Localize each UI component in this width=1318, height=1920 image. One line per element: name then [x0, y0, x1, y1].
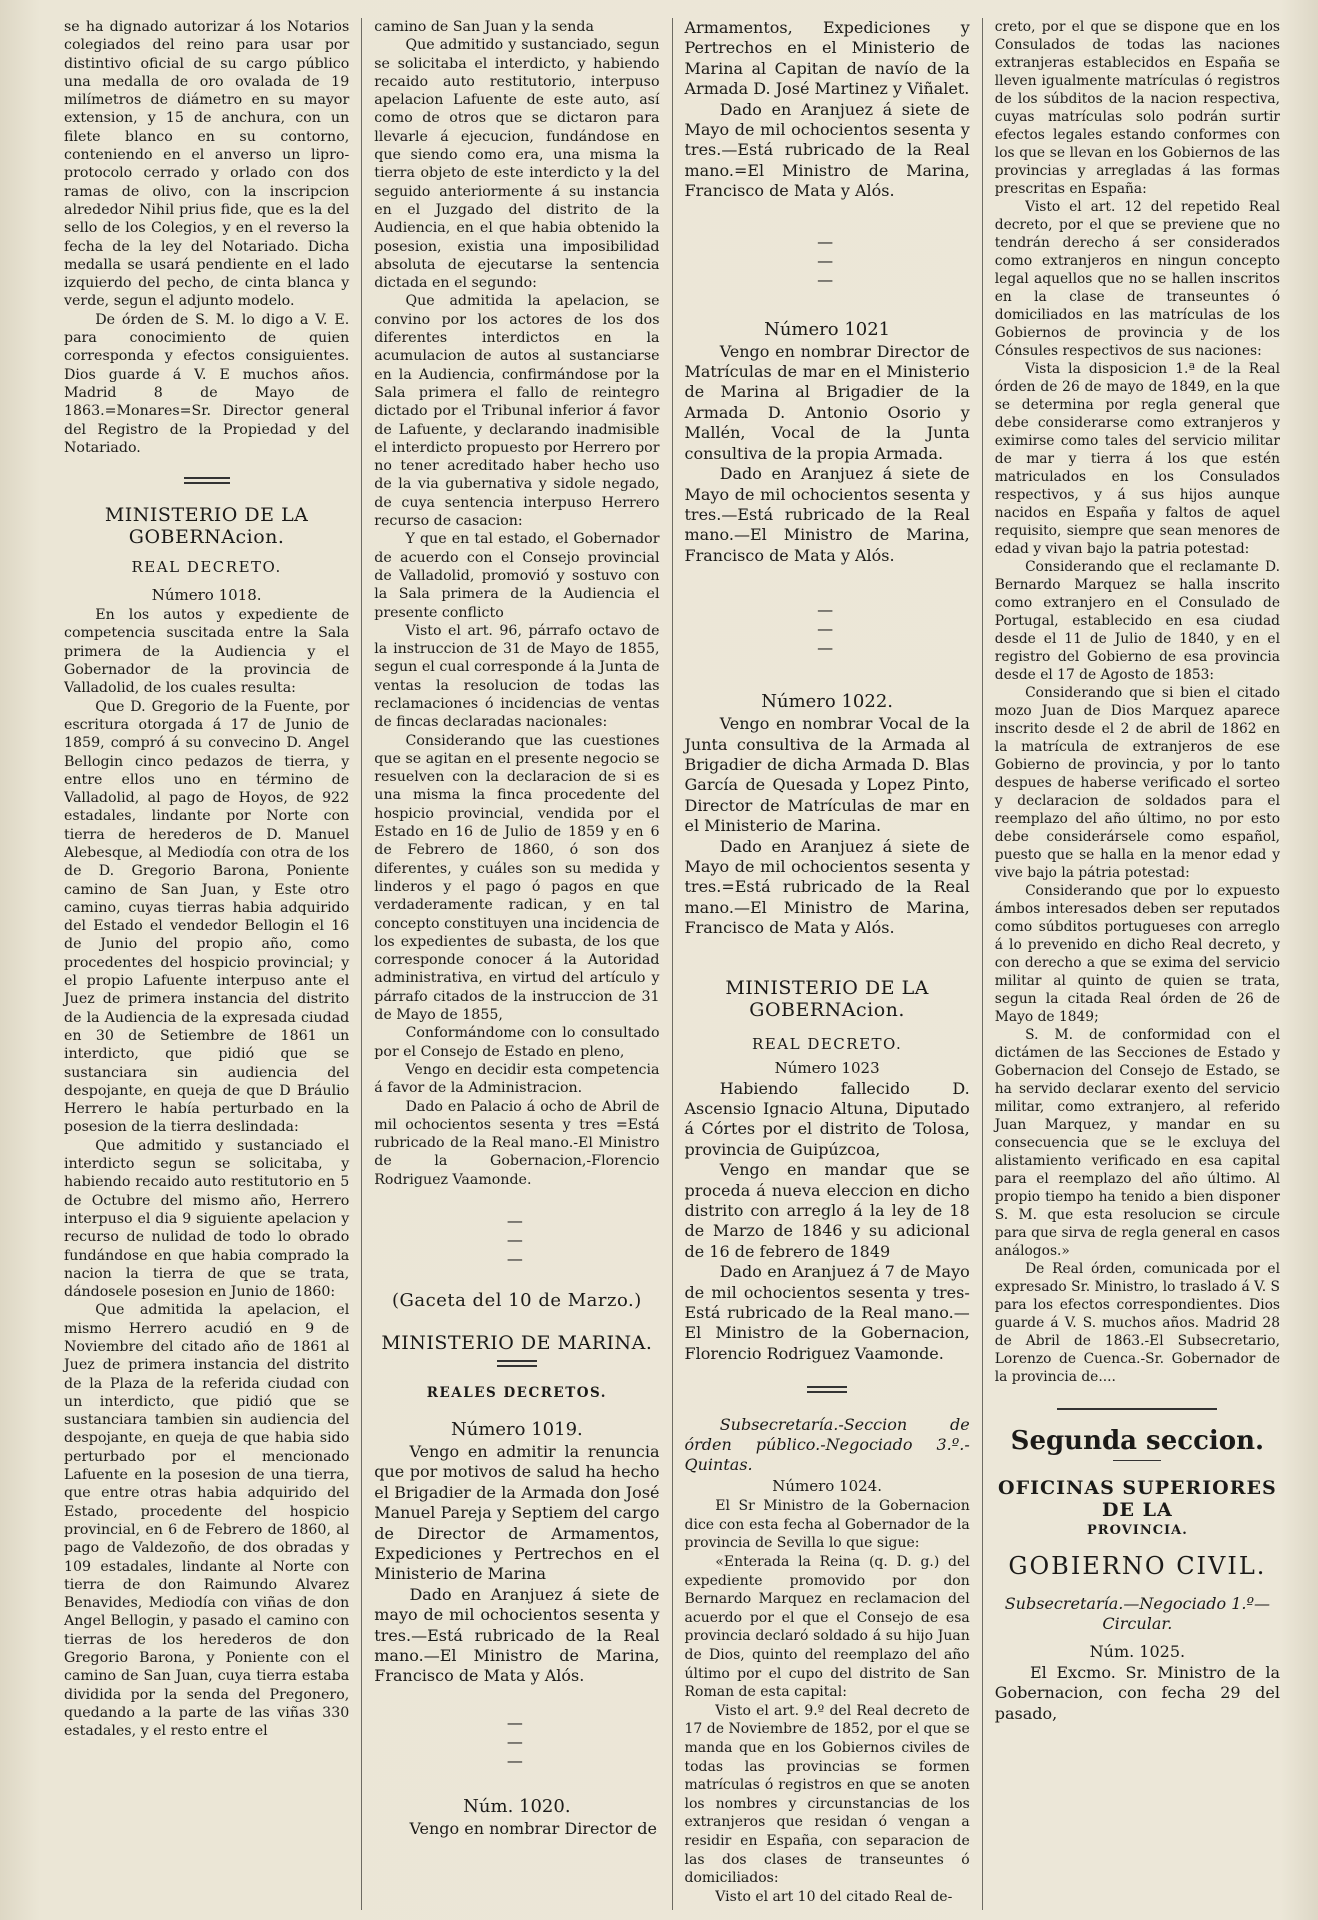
- paragraph: «Enterada la Reina (q. D. g.) del expediente promovido por don Bernardo Marquez en reclamacion del acuerdo por el que el Consejo de esa provincia declaró soldado á su hijo Juan de Dios, quinto del reemplazo del año último por el cupo del distrito de San Roman de esta capital:: [684, 1554, 970, 1701]
- paragraph: creto, por el que se dispone que en los Consulados de todas las naciones extranjeras establecidos en España se lleven igualmente matrículas ó registros de los súbditos de la nacion respectiva, cuyas matrículas solo podrán surtir efectos legales estando conformes con los que se llevan en los Gobiernos de las provincias y arregladas á las formas prescritas en España:: [994, 19, 1280, 197]
- decree-number: Número 1022.: [761, 691, 893, 713]
- dash-divider: [494, 1211, 540, 1268]
- paragraph: Visto el art. 12 del repetido Real decreto, por el que se previene que no tendrán derecho á ser considerados como extranjeros en ningun concepto legal aquellos que no se hallen inscritos en la clase de transeuntes ó domiciliados en las matrículas de los Gobiernos de provincia y de los Cónsules respectivos de sus naciones:: [994, 199, 1280, 359]
- province-heading: PROVINCIA.: [1086, 1523, 1188, 1538]
- decree-number: Número 1018.: [151, 586, 262, 605]
- dash-divider: [494, 1713, 540, 1770]
- paragraph: El Sr Ministro de la Gobernacion dice con esta fecha al Gobernador de la provincia de Sevilla lo que sigue:: [684, 1498, 970, 1552]
- paragraph: Vengo en decidir esta competencia á favor de la Administracion.: [374, 1061, 660, 1097]
- paragraph: En los autos y expediente de competencia suscitada entre la Sala primera de la Audiencia y el Gobernador de la provincia de Valladolid, de los cuales resulta:: [64, 607, 350, 697]
- paragraph: Dado en Aranjuez á siete de Mayo de mil ochocientos sesenta y tres.—Está rubricado de la Real mano.—El Ministro de Marina, Francisco de Mata y Alós.: [684, 464, 970, 565]
- paragraph: Vengo en mandar que se proceda á nueva eleccion en dicho distrito con arreglo á la ley de 18 de Marzo de 1846 y su adicional de 16 de febrero de 1849: [684, 1160, 970, 1261]
- paragraph: Que D. Gregorio de la Fuente, por escritura otorgada á 17 de Junio de 1859, compró á su convecino D. Angel Bellogin cinco pedazos de tierra, y entre ellos uno en término de Valladolid, al pago de Hoyos, de 922 estadales, lindante por Norte con tierra de herederos de D. Manuel Alebesque, al Mediodía con otra de los de D. Gregorio Barona, Poniente camino de San Juan, y Este otro camino, cuyas tierras habia adquirido del Estado el vendedor Bellogin el 16 de Junio del propio año, como procedentes del hospicio provincial; y el propio Lafuente interpuso ante el Juez de primera instancia del distrito de la Audiencia de la expresada ciudad en 30 de Setiembre de 1861 un interdicto, que pidió que se sustanciara sin audiencia del despojante, en queja de que D Bráulio Herrero le había perturbado en la posesion de la tierra deslindada:: [64, 698, 350, 1136]
- paragraph: Dado en Aranjuez á siete de mayo de mil ochocientos sesenta y tres.—Está rubricado de la Real mano.—El Ministro de Marina, Francisco de Mata y Alós.: [374, 1584, 660, 1686]
- rule-divider: [1113, 1460, 1161, 1461]
- gaceta-reference: (Gaceta del 10 de Marzo.): [392, 1290, 642, 1311]
- paragraph: Y que en tal estado, el Gobernador de acuerdo con el Consejo provincial de Valladolid, promovió y sostuvo con la Sala primera de la Audiencia el presente conflicto: [374, 531, 660, 621]
- double-rule-divider: [807, 1386, 847, 1393]
- paragraph: Dado en Aranjuez á siete de Mayo de mil ochocientos sesenta y tres.=Está rubricado de la Real mano.—El Ministro de Marina, Francisco de Mata y Alós.: [684, 836, 970, 938]
- paragraph: Vengo en nombrar Vocal de la Junta consultiva de la Armada al Brigadier de dicha Armada D. Blas García de Quesada y Lopez Pinto, Director de Matrículas de mar en el Ministerio de Marina.: [684, 714, 970, 836]
- paragraph: Visto el art 10 del citado Real de-: [715, 1888, 953, 1905]
- paragraph: Vengo en nombrar Director de Matrículas de mar en el Ministerio de Marina al Brigadier de la Armada D. Antonio Osorio y Mallén, Vocal de la Junta consultiva de la propia Armada.: [684, 341, 970, 463]
- decree-number: Número 1023: [774, 1058, 880, 1077]
- paragraph: Visto el art. 96, párrafo octavo de la instruccion de 31 de Mayo de 1855, segun el cual corresponde á la Junta de ventas la resolucion de todas las reclamaciones ó incidencias de ventas de fincas declaradas nacionales:: [374, 622, 660, 731]
- section-rule: [1057, 1408, 1217, 1410]
- paragraph: Habiendo fallecido D. Ascensio Ignacio Altuna, Diputado á Córtes por el distrito de Tolosa, provincia de Guipúzcoa,: [684, 1078, 970, 1159]
- paragraph: se ha dignado autorizar á los Notarios colegiados del reino para usar por distintivo oficial de su cargo público una medalla de oro ovalada de 19 milímetros de diámetro en su mayor extension, y 15 de anchura, con un filete blanco en su contorno, conteniendo en el anverso un lipro-protocolo cerrado y orlado con dos ramas de olivo, con la inscripcion alrededor Nihil prius fide, que es la del sello de los Colegios, y en el reverso la fecha de la ley del Notariado. Dicha medalla se usará pendiente en el lado izquierdo del pecho, de cinta blanca y verde, segun el adjunto modelo.: [64, 19, 350, 310]
- paragraph: Dado en Aranjuez á siete de Mayo de mil ochocientos sesenta y tres.—Está rubricado de la Real mano.=El Ministro de Marina, Francisco de Mata y Alós.: [684, 99, 970, 201]
- paragraph: Considerando que las cuestiones que se agitan en el presente negocio se resuelven con la declaracion de si es una misma la finca procedente del hospicio provincial, vendida por el Estado en 16 de Julio de 1859 y en 6 de Febrero de 1860, ó son dos diferentes, y cuáles son su medida y linderos y el pago ó pagos en que verdaderamente radican, y en tal concepto constituyen una incidencia de los expedientes de subasta, de los que corresponde conocer á la Autoridad administrativa, en virtud del artículo y párrafo citados de la instruccion de 31 de Mayo de 1855,: [374, 732, 660, 1024]
- paragraph: Vengo en nombrar Director de: [409, 1818, 657, 1838]
- paragraph: Conformándome con lo consultado por el Consejo de Estado en pleno,: [374, 1025, 660, 1060]
- column-2: [361, 18, 671, 1910]
- paragraph: Armamentos, Expediciones y Pertrechos en el Ministerio de Marina al Capitan de navío de la Armada D. José Martinez y Viñalet.: [684, 18, 970, 99]
- decree-number: Núm. 1020.: [463, 1795, 571, 1817]
- column-3: [672, 18, 982, 1910]
- double-rule-divider: [497, 1360, 537, 1367]
- paragraph: Dado en Aranjuez á 7 de Mayo de mil ochocientos sesenta y tres-Está rubricado de la Real mano.—El Ministro de la Gobernacion, Florencio Rodriguez Vaamonde.: [684, 1262, 970, 1363]
- paragraph: De órden de S. M. lo digo a V. E. para conocimiento de quien corresponda y efectos consiguientes. Dios guarde á V. E muchos años. Madrid 8 de Mayo de 1863.=Monares=Sr. Director general del Registro de la Propiedad y del Notariado.: [64, 311, 350, 456]
- paragraph: Que admitida la apelacion, el mismo Herrero acudió en 9 de Noviembre del citado año de 1861 al Juez de primera instancia del distrito de la Plaza de la referida ciudad con un interdicto, que pidió que se sustanciara tambien sin audiencia del despojante, en queja de que habia sido perturbado por el mencionado Lafuente en la posesion de una tierra, que entre otras habia adquirido del Estado, procedente del hospicio provincial, en 6 de Febrero de 1860, al pago de Valdezoño, de dos obradas y 109 estadales, lindante al Norte con tierra de don Raimundo Alvarez Benavides, Mediodía con viñas de don Angel Bellogin, y pasado el camino con tierras de los herederos de don Gregorio Barona, y Poniente con el camino de San Juan, cuya tierra estaba dividida por la senda del Pregonero, quedando a la parte de las viñas 330 estadales, y el resto entre el: [64, 1302, 350, 1740]
- decree-heading: REAL DECRETO.: [752, 1034, 903, 1053]
- decree-number: Número 1021: [764, 318, 891, 340]
- section-subheading: Subsecretaría.-Seccion de órden público.-Negociado 3.º.-Quintas.: [684, 1415, 970, 1475]
- dash-divider: [804, 600, 850, 657]
- section-title: Segunda seccion.: [1010, 1426, 1265, 1456]
- double-rule-divider: [184, 477, 230, 484]
- paragraph: Vengo en admitir la renuncia que por motivos de salud ha hecho el Brigadier de la Armada don José Manuel Pareja y Septiem del cargo de Director de Armamentos, Expediciones y Pertrechos en el Ministerio de Marina: [374, 1442, 660, 1584]
- decrees-heading: REALES DECRETOS.: [426, 1385, 607, 1401]
- decree-number: Número 1024.: [772, 1477, 883, 1496]
- column-4: [982, 18, 1292, 1910]
- decree-number: Núm. 1025.: [1089, 1642, 1186, 1661]
- decree-heading: REAL DECRETO.: [131, 558, 282, 577]
- government-heading: GOBIERNO CIVIL.: [1008, 1552, 1267, 1580]
- columns: [52, 18, 1292, 1910]
- dash-divider: [804, 232, 850, 289]
- paragraph: De Real órden, comunicada por el expresado Sr. Ministro, lo traslado á V. S para los efectos correspondientes. Dios guarde á V. S. muchos años. Madrid 28 de Abril de 1863.-El Subsecretario, Lorenzo de Cuenca.-Sr. Gobernador de la provincia de....: [994, 1261, 1280, 1385]
- paragraph: Considerando que si bien el citado mozo Juan de Dios Marquez aparece inscrito desde el 2 de abril de 1862 en la matrícula de extranjeros de ese Gobierno de provincia, y por lo tanto despues de haberse verificado el sorteo y declaracion de soldados para el reemplazo del año último, no por esto debe considerársele como español, puesto que se halla en la menor edad y vive bajo la pátria potestad:: [994, 685, 1280, 881]
- ministry-heading: MINISTERIO DE LA GOBERNAcion.: [104, 504, 309, 549]
- offices-heading: OFICINAS SUPERIORES DE LA: [998, 1477, 1277, 1521]
- ministry-heading: MINISTERIO DE MARINA.: [381, 1332, 653, 1354]
- paragraph: camino de San Juan y la senda: [374, 19, 594, 35]
- paragraph: Considerando que por lo expuesto ámbos interesados deben ser reputados como súbditos portugueses con arreglo á lo prevenido en dicho Real decreto, y con derecho a que se exima del servicio militar al quinto de quien se trata, segun la citada Real órden de 26 de Mayo de 1849;: [994, 883, 1280, 1025]
- section-subheading: Subsecretaría.—Negociado 1.º— Circular.: [1004, 1594, 1271, 1633]
- decree-number: Número 1019.: [450, 1419, 583, 1440]
- paragraph: Considerando que el reclamante D. Bernardo Marquez se halla inscrito como extranjero en el Consulado de Portugal, establecido en esa ciudad desde el 11 de Julio de 1840, y en el registro del Gobierno de esa provincia desde el 17 de Agosto de 1853:: [994, 559, 1280, 683]
- paragraph: Que admitida la apelacion, se convino por los actores de los dos diferentes interdictos en la acumulacion de autos al sustanciarse en la Audiencia, confirmándose por la Sala primera el fallo de reintegro dictado por el Tribunal inferior á favor de Lafuente, y declarando inadmisible el interdicto propuesto por Herrero por no tener acreditado haber hecho uso de la via gubernativa y sidole negado, de cuya sentencia interpuso Herrero recurso de casacion:: [374, 293, 660, 530]
- paragraph: Visto el art. 9.º del Real decreto de 17 de Noviembre de 1852, por el que se manda que en los Gobiernos civiles de todas las provincias se formen matrículas ó registros en que se anoten los nombres y circunstancias de los extranjeros que residan ó vengan a residir en España, con separacion de las dos clases de transeuntes ó domiciliados:: [684, 1702, 970, 1887]
- column-1: [52, 18, 361, 1910]
- ministry-heading: MINISTERIO DE LA GOBERNAcion.: [725, 976, 929, 1021]
- paragraph: Vista la disposicion 1.ª de la Real órden de 26 de mayo de 1849, en la que se determina por regla general que debe considerarse como extranjeros y eximirse como tales del servicio militar de mar y tierra á los que estén matriculados en los Consulados respectivos, y á sus hijos aunque nacidos en España y faltos de aquel requisito, siempre que sean menores de edad y vivan bajo la patria potestad:: [994, 361, 1280, 557]
- paragraph: El Excmo. Sr. Ministro de la Gobernacion, con fecha 29 del pasado,: [994, 1663, 1280, 1723]
- paragraph: Dado en Palacio á ocho de Abril de mil ochocientos sesenta y tres =Está rubricado de la Real mano.-El Ministro de la Gobernacion,-Florencio Rodriguez Vaamonde.: [374, 1098, 660, 1188]
- paragraph: Que admitido y sustanciado, segun se solicitaba el interdicto, y habiendo recaido auto restitutorio, interpuso apelacion Lafuente de este auto, así como de otros que se dictaron para llevarle á ejecucion, fundándose en que siendo como era, una misma la tierra objeto de este interdicto y la del seguido anteriormente á su instancia en el Juzgado del distrito de la Audiencia, en el que habia obtenido la posesion, existia una imposibilidad absoluta de ejecutarse la sentencia dictada en el segundo:: [374, 37, 660, 292]
- paragraph: Que admitido y sustanciado el interdicto segun se solicitaba, y habiendo recaido auto restitutorio en 5 de Octubre del mismo año, Herrero interpuso el dia 9 siguiente apelacion y recurso de nulidad de todo lo obrado fundándose en que habia comprado la nacion la tierra de que se trata, dándosele posesion en Junio de 1860:: [64, 1137, 350, 1301]
- paragraph: S. M. de conformidad con el dictámen de las Secciones de Estado y Gobernacion del Consejo de Estado, se ha servido declarar exento del servicio militar, como extranjero, al referido Juan Marquez, y mandar en su consecuencia que se le excluya del alistamiento verificado en esa capital para el reemplazo del año último. Al propio tiempo ha tenido a bien disponer S. M. que esta resolucion se circule para que sirva de regla general en casos análogos.»: [994, 1027, 1280, 1259]
